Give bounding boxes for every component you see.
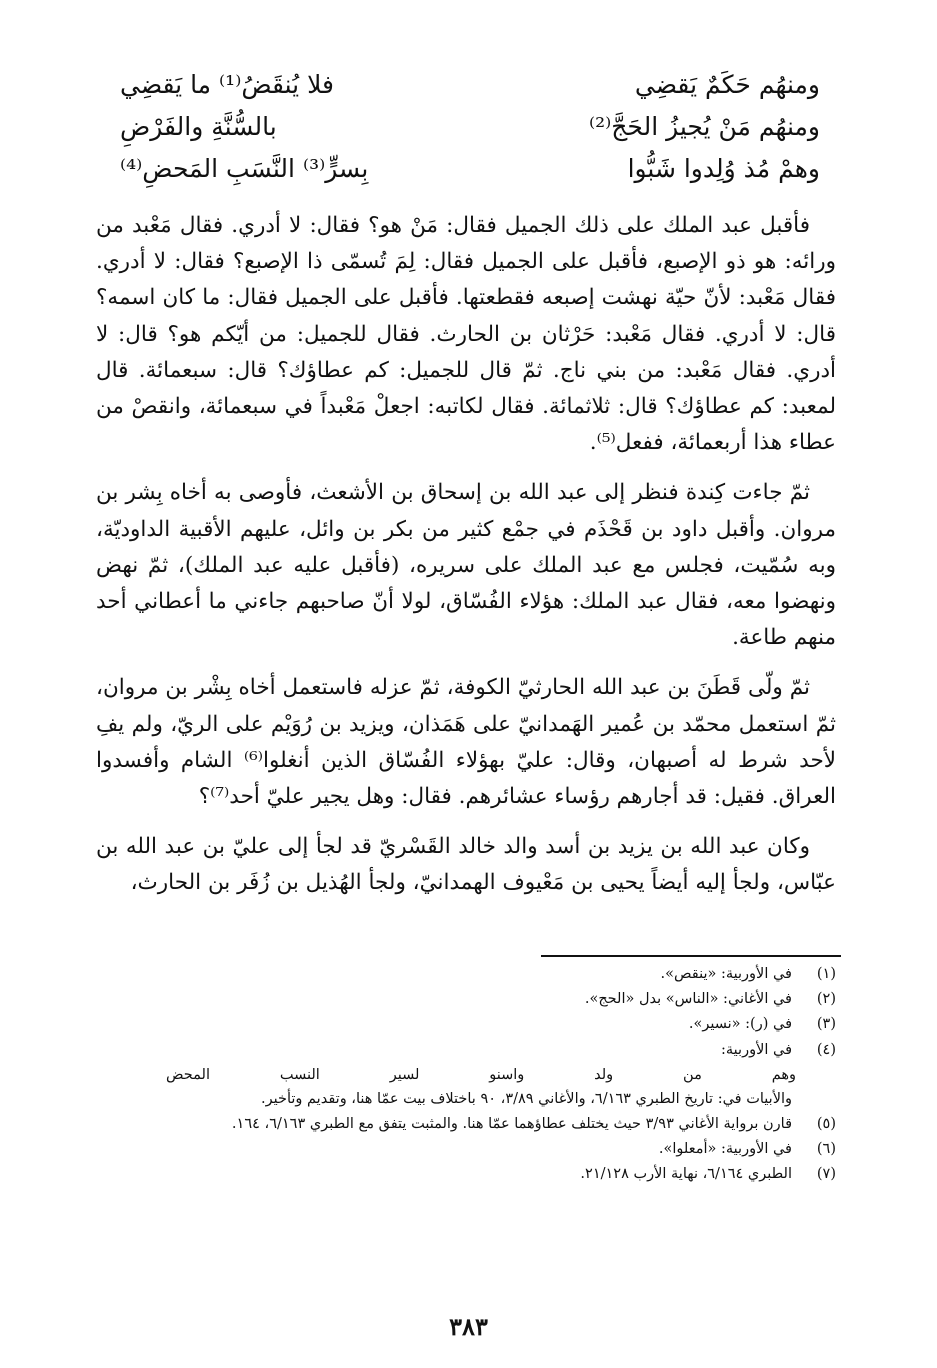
footnote-text: في الأوربية: «ينقص».: [660, 966, 792, 982]
footnote-item: [96, 1162, 836, 1187]
footnote-text: في الأوربية:: [721, 1041, 792, 1058]
footnote-verse-word: النسب: [279, 1066, 320, 1083]
verse-first-hemistich: ومنهُم حَكَمٌ يَقضِي: [634, 70, 820, 99]
paragraph: ثمّ ولّى قَطَنَ بن عبد الله الحارثيّ الكوفة، ثمّ عزله فاستعمل أخاه بِشْر بن مروان، ثمّ استعمل محمّد بن عُمير الهَمدانيّ على هَمَذان، ويزيد بن رُوَيْم على الريّ، ولم يفِ لأحد شرط له أصبهان، وقال: عليّ بهؤلاء الفُسّاق الذين أنغلوا⁽⁶⁾ الشام وأفسدوا العراق. فقيل: قد أجارهم رؤساء عشائرهم. فقال: وهل يجير عليّ أحد⁽⁷⁾؟: [96, 675, 836, 810]
footnote-sources: والأبيات في: تاريخ الطبري ٦/١٦٣، والأغاني ٣/٨٩، ٩٠ باختلاف بيت عمّا هنا، وتقديم وتأخير.: [261, 1090, 792, 1107]
footnote-item: [96, 1137, 836, 1162]
footnote-text: قارن برواية الأغاني ٣/٩٣ حيث يختلف عطاؤهما عمّا هنا. والمثبت يتفق مع الطبري ٦/١٦٣، ١٦٤.: [231, 1116, 792, 1133]
paragraph: فأقبل عبد الملك على ذلك الجميل فقال: مَنْ هو؟ فقال: لا أدري. فقال مَعْبد من ورائه: هو ذو الإصبع، فأقبل على الجميل فقال: لِمَ تُسمّى ذا الإصبع؟ فقال: لا أدري. فقال مَعْبد: لأنّ حيّة نهشت إصبعه فقطعتها. فأقبل على الجميل فقال: ما كان اسمه؟ قال: لا أدري. فقال مَعْبد: حَرْثان بن الحارث. فقال للجميل: من أيّكم هو؟ قال: لا أدري. فقال مَعْبد: من بني ناج. ثمّ قال للجميل: كم عطاؤك؟ قال: سبعمائة. قال لمعبد: كم عطاؤك؟ قال: ثلاثمائة. فقال لكاتبه: اجعلْ مَعْبداً في سبعمائة، وانقصْ من عطاء هذا أربعمائة، ففعل⁽⁵⁾.: [96, 213, 836, 456]
verse-first-hemistich: ومنهُم مَنْ يُجيزُ الحَجَّ⁽²⁾: [588, 112, 820, 141]
footnote-number: (٤): [816, 1041, 836, 1058]
main-text: [96, 208, 836, 902]
footnote-divider: [541, 955, 841, 957]
footnote-verse-word: المحض: [166, 1066, 210, 1083]
footnote-verse-word: ولد: [594, 1066, 614, 1083]
footnote-text: في الأوربية: «أمعلوا».: [658, 1141, 792, 1158]
footnote-verse-word: لسير: [389, 1066, 420, 1083]
footnote-number: (٦): [816, 1141, 836, 1158]
paragraph: ثمّ جاءت كِندة فنظر إلى عبد الله بن إسحاق بن الأشعث، فأوصى به أخاه بِشر بن مروان. وأقبل داود بن قَحْذَم في جمْع كثير من بكر بن وائل، عليهم الأقبية الداوديّة، وبه سُمّيت، فجلس مع عبد الملك على سريره، (فأقبل عليه عبد الملك)، ثمّ نهض ونهضوا معه، فقال عبد الملك: هؤلاء الفُسّاق، لولا أنّ صاحبهم جاءني ما أعطاني أحد منهم طاعة.: [96, 480, 836, 651]
footnote-number: (٣): [816, 1016, 836, 1033]
footnote-item: [96, 1038, 836, 1063]
footnote-item: [96, 1087, 836, 1112]
footnote-number: (١): [816, 966, 836, 982]
footnote-verse-word: من: [683, 1066, 702, 1083]
footnote-number: (٢): [816, 991, 836, 1008]
verse-first-hemistich: وهمْ مُذ وُلِدوا شَبُّوا: [627, 154, 820, 183]
verse-line: [120, 154, 820, 196]
footnote-verse-word: واسنو: [489, 1066, 525, 1083]
verse-second-hemistich: بِسرٍّ⁽³⁾ النَّسَبِ المَحضِ⁽⁴⁾: [120, 154, 369, 183]
page-number: ٣٨٣: [449, 1312, 488, 1341]
footnote-text: الطبري ٦/١٦٤، نهاية الأرب ٢١/١٢٨.: [580, 1166, 792, 1183]
footnote-item: [96, 987, 836, 1012]
paragraph: وكان عبد الله بن يزيد بن أسد والد خالد القَسْريّ قد لجأ إلى عليّ بن عبد الله بن عبّاس، ولجأ إليه أيضاً يحيى بن مَعْيوف الهمدانيّ، ولجأ الهُذيل بن زُفَر بن الحارث،: [96, 834, 836, 896]
footnote-number: (٧): [816, 1166, 836, 1183]
footnote-item: [96, 1012, 836, 1037]
verse-line: [120, 70, 820, 112]
footnote-text: في (ر): «نسير».: [688, 1016, 792, 1033]
footnote-text: في الأغاني: «الناس» بدل «الحج».: [584, 991, 792, 1008]
footnote-verse-word: وهم: [771, 1066, 796, 1083]
footnote-verse: [96, 1063, 836, 1087]
footnote-item: [96, 962, 836, 987]
verse-second-hemistich: فلا يُنقَضُ⁽¹⁾ ما يَقضِي: [120, 70, 334, 99]
poem-verses: [120, 70, 820, 196]
verse-line: [120, 112, 820, 154]
footnote-item: [96, 1112, 836, 1137]
footnotes: [96, 962, 836, 1188]
footnote-number: (٥): [816, 1116, 836, 1133]
verse-second-hemistich: بالسُّنَّةِ والفَرْضِ: [120, 112, 277, 141]
